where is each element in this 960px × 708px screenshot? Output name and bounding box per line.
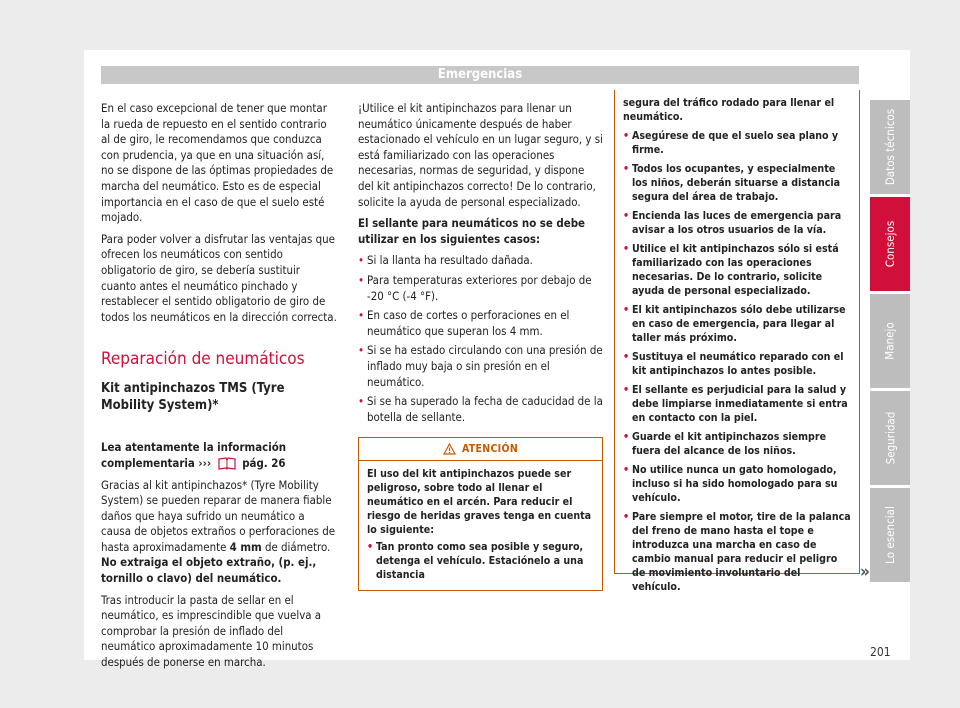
warning-box-continued [614,90,860,593]
list-item [367,540,594,582]
bullet-icon: • [623,464,630,476]
section-title: Reparación de neumáticos [101,349,305,370]
paragraph [101,478,337,587]
paragraph: ¡Utilice el kit antipinchazos para llenar un neumático únicamente después de haber estacionado el vehículo en un lugar seguro, y si está familiarizado con las operaciones necesarias, normas de seguridad, y dispone del kit antipinchazos correcto! De lo contrario, solicite la ayuda de personal especializado. [358,101,603,209]
reference-page-link[interactable]: pág. 26 [242,455,286,470]
list-item-text: Si la llanta ha resultado dañada. [367,253,533,268]
warning-body [359,461,602,590]
paragraph: Para poder volver a disfrutar las ventajas que ofrecen los neumáticos con sentido obligatorio de giro, se debería sustituir cuanto antes el neumático pinchado y restablecer el sentido obligatorio de giro de todos los neumáticos en la dirección correcta. [101,231,337,324]
list-item-text: En caso de cortes o perforaciones en el neumático que superan los 4 mm. [367,308,570,338]
tab-manejo[interactable] [870,294,910,388]
list-item-text: Guarde el kit antipinchazos siempre fuera del alcance de los niños. [632,431,827,457]
bullet-icon: • [358,253,365,268]
bullet-icon: • [623,210,630,222]
paragraph-text: de diámetro. [261,539,331,554]
column-2 [358,101,603,591]
bullet-icon: • [623,243,630,255]
list-item [623,242,851,298]
tab-label: Lo esencial [883,506,898,564]
list-item [358,308,603,339]
tab-label: Datos técnicos [883,108,898,186]
list-title: El sellante para neumáticos no se debe utilizar en los siguientes casos: [358,216,585,246]
list-item [623,430,851,458]
page-header: Emergencias [101,66,859,84]
tab-seguridad[interactable] [870,391,910,485]
bullet-icon: • [623,384,630,396]
bullet-icon: • [358,394,365,409]
warning-intro: El uso del kit antipinchazos puede ser peligroso, sobre todo al llenar el neumático en el arcén. Para reducir el riesgo de heridas graves tenga en cuenta lo siguiente: [367,468,592,537]
list-item-text: Encienda las luces de emergencia para avisar a los otros usuarios de la vía. [632,210,842,236]
sub-title: Kit antipinchazos TMS (Tyre Mobility System)* [101,381,285,414]
reference-arrows: ››› [198,455,212,470]
list-item-text: Utilice el kit antipinchazos sólo si está familiarizado con las operaciones necesarias. De lo contrario, solicite ayuda de personal especializado. [632,243,839,297]
bullet-icon: • [623,511,630,523]
bullet-icon: • [367,541,374,554]
warning-header [359,438,602,461]
paragraph: En el caso excepcional de tener que montar la rueda de repuesto en el sentido contrario al de giro, le recomendamos que conduzca con prudencia, ya que en una situación así, no se dispone de las óptimas propiedades de marcha del neumático. Esto es de especial importancia en el caso de que el suelo esté mojado. [101,101,334,225]
tab-consejos[interactable] [870,197,910,291]
bullet-icon: • [358,272,365,287]
list-item [623,129,851,157]
page-number: 201 [870,645,891,659]
list-item-text: Si se ha estado circulando con una presión de inflado muy baja o sin presión en el neumático. [367,343,603,389]
list-item-text: El sellante es perjudicial para la salud y debe limpiarse inmediatamente si entra en contacto con la piel. [632,384,848,424]
tab-datos-tecnicos[interactable] [870,100,910,194]
list-item [358,343,603,390]
list-item [623,510,851,594]
list-item-text: Pare siempre el motor, tire de la palanca del freno de mano hasta el tope e introduzca una marcha en caso de cambio manual para reducir el peligro de movimiento involuntario del vehículo. [632,511,851,593]
tab-label: Seguridad [883,411,898,465]
bullet-icon: • [623,431,630,443]
list-item [623,162,851,204]
warning-continuation: segura del tráfico rodado para llenar el neumático. [623,97,835,123]
bullet-icon: • [358,343,365,358]
warning-title: ATENCIÓN [461,443,519,456]
book-icon [218,457,236,470]
bullet-icon: • [623,163,630,175]
bold-text: No extraiga el objeto extraño, (p. ej., tornillo o clavo) del neumático. [101,555,317,586]
paragraph: Tras introducir la pasta de sellar en el neumático, es imprescindible que vuelva a comprobar la presión de inflado del neumático aproximadamente 10 minutos después de ponerse en marcha. [101,592,322,670]
bullet-icon: • [623,304,630,316]
bullet-icon: • [623,130,630,142]
list-item-text: Asegúrese de que el suelo sea plano y firme. [632,130,839,156]
list-item [623,350,851,378]
warning-box [358,437,603,591]
list-item [358,253,603,269]
reference-text: Lea atentamente la información complementaria [101,440,287,470]
column-3 [614,90,860,593]
bullet-icon: • [358,308,365,323]
warning-triangle-icon [443,443,456,455]
tab-label: Manejo [883,322,897,360]
bold-text: 4 mm [229,539,262,554]
list-item [623,383,851,425]
list-item-text: Tan pronto como sea posible y seguro, detenga el vehículo. Estaciónelo a una distancia [376,541,584,582]
continue-arrow-icon: » [860,562,870,582]
list-item-text: El kit antipinchazos sólo debe utilizarse en caso de emergencia, para llegar al taller más próximo. [632,304,846,344]
list-item-text: Si se ha superado la fecha de caducidad de la botella de sellante. [367,394,603,424]
list-item-text: Todos los ocupantes, y especialmente los niños, deberán situarse a distancia segura del área de trabajo. [632,163,841,203]
list-item-text: Sustituya el neumático reparado con el kit antipinchazos lo antes posible. [632,351,844,377]
list-item [358,273,603,304]
reference-note [101,440,337,471]
list-item [623,463,851,505]
list-item [358,394,603,425]
column-1 [101,101,337,677]
list-item-text: Para temperaturas exteriores por debajo de -20 °C (-4 °F). [367,272,592,303]
list-item [623,303,851,345]
list-item-text: No utilice nunca un gato homologado, incluso si ha sido homologado para su vehículo. [632,464,838,504]
tab-label: Consejos [883,220,897,268]
paragraph-text: Gracias al kit antipinchazos* (Tyre Mobility System) se pueden reparar de manera fiable daños que haya sufrido un neumático a causa de objetos extraños o perforaciones de hasta aproximadamente [101,477,336,554]
list-item [623,209,851,237]
tab-lo-esencial[interactable] [870,488,910,582]
bullet-icon: • [623,351,630,363]
